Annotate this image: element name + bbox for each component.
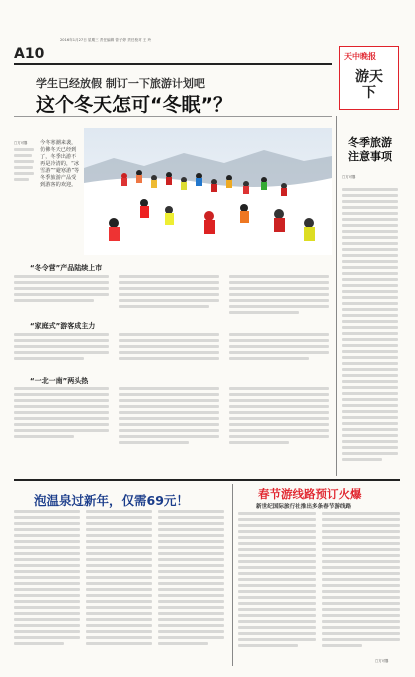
subheading-family: “家庭式”游客成主力 (30, 322, 96, 330)
sidebar-title-line1: 冬季旅游 (348, 136, 392, 149)
snow-photo (84, 128, 332, 255)
subheading-winter-camp: “冬令营”产品陆续上市 (30, 264, 103, 272)
subheading-north-south: “一北一南”两头热 (30, 377, 89, 385)
date-line: 2016年1月27日 星期三 责任编辑 曾子婷 责任校对 王 玲 (60, 38, 152, 42)
sidebar-title-line2: 注意事项 (348, 150, 392, 163)
section-title: 游天下 (355, 69, 383, 101)
article-kicker: 学生已经放假 制订一下旅游计划吧 (36, 77, 205, 90)
body-text-block (14, 275, 332, 475)
ad-body (14, 510, 230, 665)
article2-headline: 春节游线路预订火爆 (258, 487, 362, 501)
article2-body (238, 512, 400, 656)
newspaper-logo: 天中晚报 (344, 51, 376, 61)
article-headline: 这个冬天怎可“冬眠”？ (36, 94, 232, 116)
sidebar-body (342, 182, 400, 472)
skiing-children-image (84, 128, 332, 255)
article-body-left (14, 128, 36, 258)
sidebar-byline: □方可馨 (342, 175, 356, 179)
article2-subtitle: 新世纪国际旅行社推出多条春节游线路 (256, 504, 352, 510)
ad-headline: 泡温泉过新年，仅需69元！ (34, 493, 189, 508)
page-number: A10 (14, 46, 45, 62)
byline: □方可馨 (14, 141, 28, 145)
article2-byline: □方可馨 (375, 659, 389, 663)
sidebar-title (340, 136, 400, 164)
section-header-box (339, 46, 399, 110)
pull-quote: 今冬寒潮来袭，仿佛冬天已经到了，冬季出游不再是冷清的，“冰雪游”“避寒游”等冬季旅游产品受到游客的欢迎。 (40, 140, 80, 188)
